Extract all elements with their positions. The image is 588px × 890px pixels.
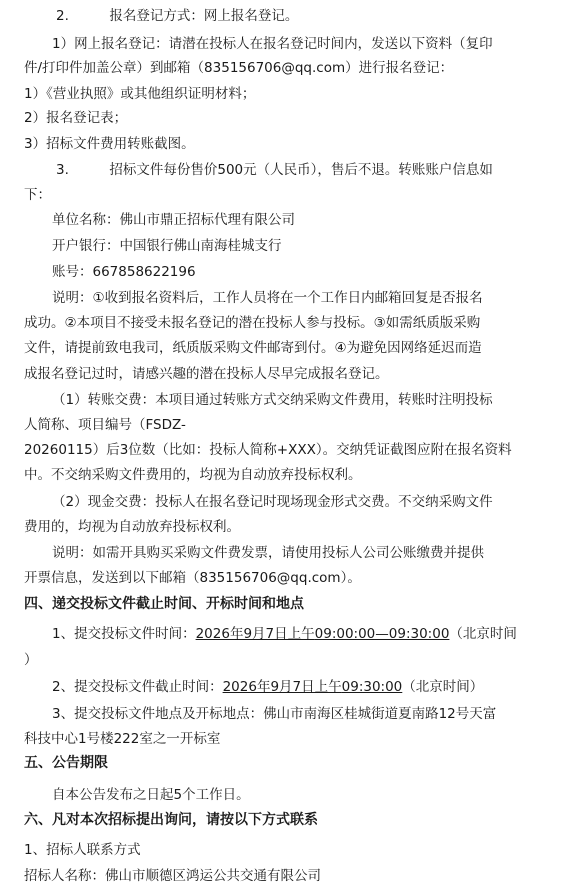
cash-line-2: 费用的，均视为自动放弃投标权利。 <box>24 519 240 535</box>
fee-line: 3. 招标文件每份售价500元（人民币），售后不退。转账账户信息如 <box>56 162 493 178</box>
cash-line-1: （2）现金交费：投标人在报名登记时现场现金形式交费。不交纳采购文件 <box>52 494 493 510</box>
transfer-line-1: （1）转账交费：本项目通过转账方式交纳采购文件费用，转账时注明投标 <box>52 392 493 408</box>
location-line-cont: 科技中心1号楼222室之一开标室 <box>24 731 221 747</box>
material-item-2: 2）报名登记表； <box>24 110 128 126</box>
note-line-2: 成功。②本项目不接受未报名登记的潜在投标人参与投标。③如需纸质版采购 <box>24 315 481 331</box>
tenderer-name: 招标人名称：佛山市顺德区鸿运公共交通有限公司 <box>24 868 321 884</box>
deadline-time: 09:30:00 <box>341 679 403 695</box>
note-line-3: 文件，请提前致电我司，纸质版采购文件邮寄到付。④为避免因网络延迟而造 <box>24 340 482 356</box>
note-line-1: 说明：①收到报名资料后，工作人员将在一个工作日内邮箱回复是否报名 <box>52 290 483 306</box>
online-reg-line-cont: 件/打印件加盖公章）到邮箱（835156706@qq.com）进行报名登记： <box>24 60 454 76</box>
submit-time-range: 09:00:00—09:30:00 <box>314 626 450 642</box>
deadline-line <box>52 677 568 697</box>
account-name: 单位名称：佛山市鼎正招标代理有限公司 <box>52 212 295 228</box>
online-reg-line: 1）网上报名登记：请潜在投标人在报名登记时间内，发送以下资料（复印 <box>52 36 493 52</box>
reg-method-line: 2. 报名登记方式：网上报名登记。 <box>56 8 299 24</box>
invoice-line-1: 说明：如需开具购买采购文件费发票，请使用投标人公司公账缴费并提供 <box>52 545 484 561</box>
invoice-line-2: 开票信息，发送到以下邮箱（835156706@qq.com）。 <box>24 570 361 586</box>
contact-item-1: 1、招标人联系方式 <box>24 842 141 858</box>
deadline-date: 2026年9月7日上午 <box>222 679 342 695</box>
transfer-line-4: 中。不交纳采购文件费用的，均视为自动放弃投标权利。 <box>24 467 362 483</box>
submit-time-date: 2026年9月7日上午 <box>195 626 315 642</box>
material-item-1: 1）《营业执照》或其他组织证明材料； <box>24 86 256 102</box>
submit-time-suffix: （北京时间 <box>449 626 517 642</box>
deadline-label: 2、提交投标文件截止时间： <box>52 679 223 695</box>
section-4-heading: 四、递交投标文件截止时间、开标时间和地点 <box>24 596 304 612</box>
submit-time-line <box>52 624 568 644</box>
transfer-line-2: 人简称、项目编号（FSDZ- <box>24 417 186 433</box>
account-bank: 开户银行：中国银行佛山南海桂城支行 <box>52 238 282 254</box>
material-item-3: 3）招标文件费用转账截图。 <box>24 136 195 152</box>
account-number: 账号：667858622196 <box>52 264 196 280</box>
fee-line-cont: 下： <box>24 187 51 203</box>
note-line-4: 成报名登记过时，请感兴趣的潜在投标人尽早完成报名登记。 <box>24 366 389 382</box>
location-line: 3、提交投标文件地点及开标地点：佛山市南海区桂城街道夏南路12号天富 <box>52 706 497 722</box>
section-6-heading: 六、凡对本次招标提出询问，请按以下方式联系 <box>24 812 318 828</box>
notice-period-text: 自本公告发布之日起5个工作日。 <box>52 787 250 803</box>
deadline-suffix: （北京时间） <box>402 679 484 695</box>
submit-time-line-cont: ） <box>24 652 38 668</box>
transfer-line-3: 20260115）后3位数（比如：投标人简称+XXX）。交纳凭证截图应附在报名资料 <box>24 442 512 458</box>
submit-time-label: 1、提交投标文件时间： <box>52 626 196 642</box>
section-5-heading: 五、公告期限 <box>24 755 108 771</box>
